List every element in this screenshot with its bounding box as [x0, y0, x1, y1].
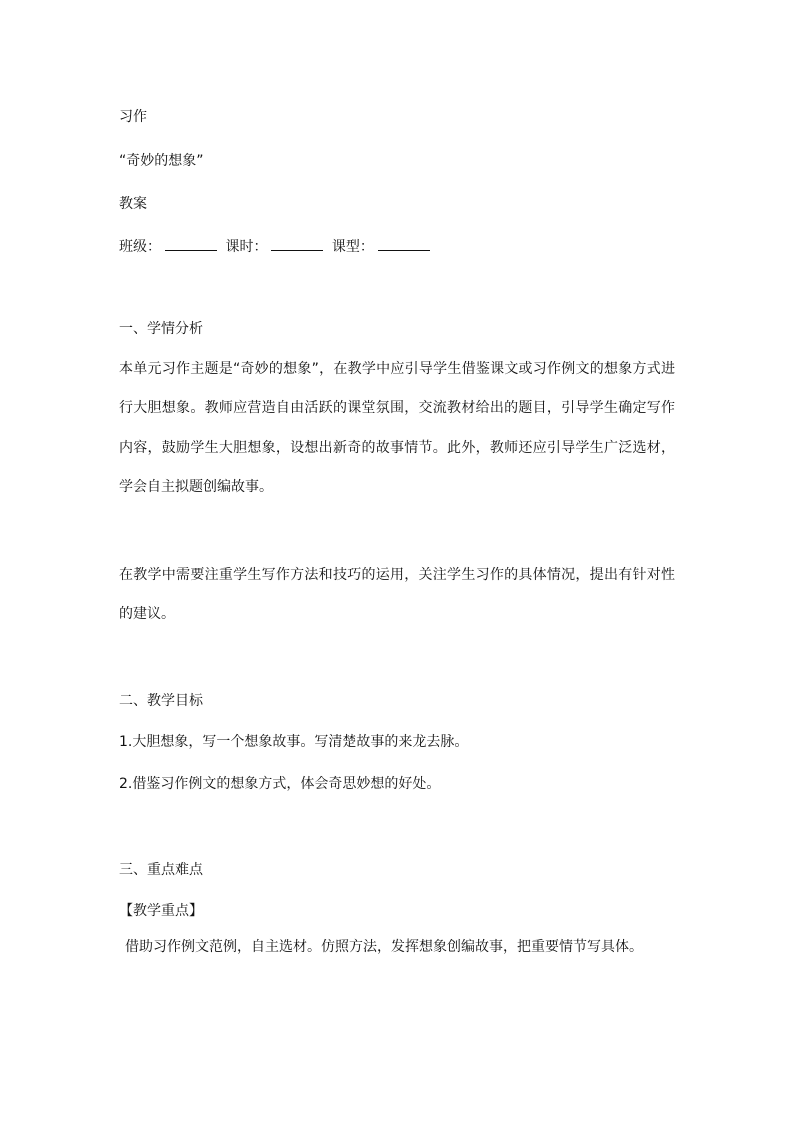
section1-paragraph1: 本单元习作主题是“奇妙的想象”，在教学中应引导学生借鉴课文或习作例文的想象方式进行大胆想象。教师应营造自由活跃的课堂氛围，交流教材给出的题目，引导学生确定写作内容，鼓励学生大胆想象，设想出新奇的故事情节。此外，教师还应引导学生广泛选材，学会自主拟题创编故事。	[119, 361, 675, 495]
section2-goal1: 1.大胆想象，写一个想象故事。写清楚故事的来龙去脉。	[119, 734, 469, 750]
section1-paragraph2: 在教学中需要注重学生写作方法和技巧的运用，关注学生习作的具体情况，提出有针对性的建议。	[119, 567, 675, 623]
class-blank	[165, 237, 217, 251]
section3-subheading: 【教学重点】	[119, 903, 203, 919]
class-label: 班级：	[119, 239, 161, 255]
section3-paragraph: 借助习作例文范例，自主选材。仿照方法，发挥想象创编故事，把重要情节写具体。	[125, 939, 643, 955]
doc-title-line3: 教案	[119, 196, 147, 212]
doc-title-line2: “奇妙的想象”	[119, 153, 204, 169]
period-blank	[271, 237, 323, 251]
meta-row	[119, 237, 434, 255]
section2-goal2: 2.借鉴习作例文的想象方式，体会奇思妙想的好处。	[119, 776, 441, 792]
doc-title-line1: 习作	[119, 109, 147, 125]
section2-heading: 二、教学目标	[119, 693, 203, 709]
section1-heading: 一、学情分析	[119, 321, 203, 337]
period-label: 课时：	[225, 239, 268, 255]
type-blank	[378, 237, 430, 251]
type-label: 课型：	[331, 239, 374, 255]
section3-heading: 三、重点难点	[119, 862, 203, 878]
